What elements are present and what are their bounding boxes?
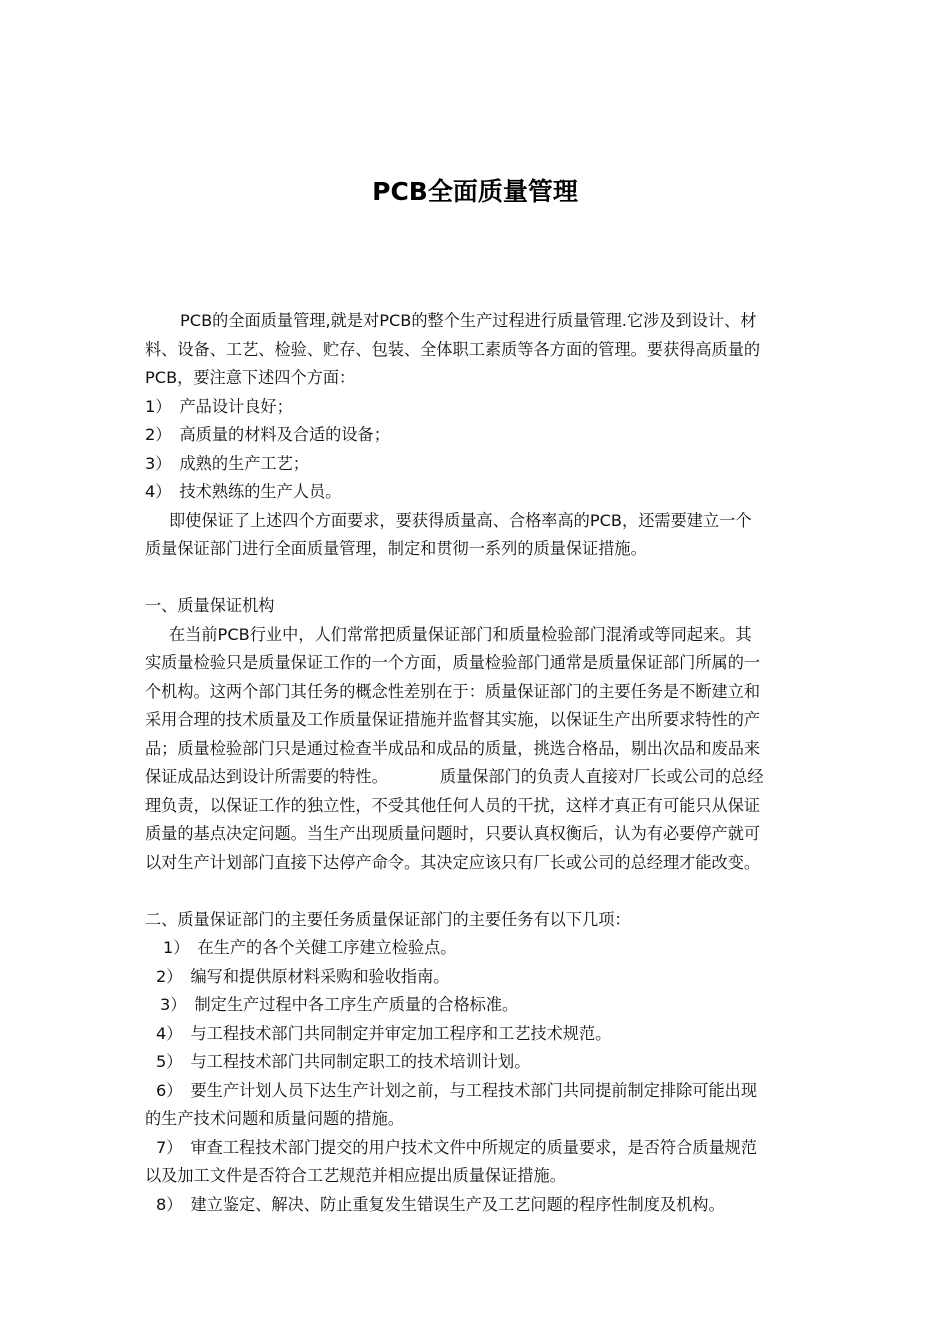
task-item [145, 934, 880, 963]
task-item [145, 991, 880, 1020]
section1-line: 在当前PCB行业中，人们常常把质量保证部门和质量检验部门混淆或等同起来。其 [169, 624, 752, 644]
task-number: 1） [163, 938, 190, 957]
aspect-text: 技术熟练的生产人员。 [179, 482, 342, 501]
section1-line: 实质量检验只是质量保证工作的一个方面，质量检验部门通常是质量保证部门所属的一 [145, 653, 761, 672]
intro-line: 料、设备、工艺、检验、贮存、包装、全体职工素质等各方面的管理。要获得高质量的 [145, 339, 761, 359]
task-text: 在生产的各个关健工序建立检验点。 [197, 938, 457, 957]
task-number: 4） [156, 1023, 183, 1043]
section1-text: 保证成品达到设计所需要的特性。 [145, 767, 388, 786]
intro-line: PCB的全面质量管理,就是对PCB的整个生产过程进行质量管理.它涉及到设计、材 [180, 311, 757, 330]
task-item [145, 1077, 880, 1106]
section1-line: 质量的基点决定问题。当生产出现质量问题时，只要认真权衡后，认为有必要停产就可 [145, 824, 761, 843]
section-heading: 二、质量保证部门的主要任务质量保证部门的主要任务有以下几项： [145, 909, 631, 929]
paragraph-spacer [145, 877, 880, 906]
task-item [145, 1134, 880, 1163]
summary-line: 质量保证部门进行全面质量管理，制定和贯彻一系列的质量保证措施。 [145, 539, 647, 558]
aspect-number: 3） [145, 453, 172, 473]
task-number: 8） [156, 1194, 183, 1214]
task-item [145, 963, 880, 992]
document-title: PCB全面质量管理 [372, 177, 578, 206]
task-number: 3） [160, 995, 187, 1014]
aspect-number: 4） [145, 482, 172, 501]
document-body [145, 307, 880, 1219]
task-number: 7） [156, 1137, 183, 1157]
aspect-item [145, 421, 880, 450]
intro-line: PCB，要注意下述四个方面： [145, 368, 356, 387]
section1-line: 个机构。这两个部门其任务的概念性差别在于：质量保证部门的主要任务是不断建立和 [145, 681, 761, 701]
section1-line: 以对生产计划部门直接下达停产命令。其决定应该只有厂长或公司的总经理才能改变。 [145, 852, 761, 872]
section1-line: 采用合理的技术质量及工作质量保证措施并监督其实施，以保证生产出所要求特性的产 [145, 710, 761, 729]
aspect-text: 成熟的生产工艺； [179, 453, 309, 473]
task-item [145, 1048, 880, 1077]
section1-line [145, 763, 880, 792]
section1-line: 理负责，以保证工作的独立性，不受其他任何人员的干扰，这样才真正有可能只从保证 [145, 795, 761, 815]
summary-line: 即使保证了上述四个方面要求，要获得质量高、合格率高的PCB，还需要建立一个 [169, 510, 752, 530]
task-text: 审查工程技术部门提交的用户技术文件中所规定的质量要求，是否符合质量规范 [190, 1137, 758, 1157]
task-continuation: 的生产技术问题和质量问题的措施。 [145, 1109, 404, 1128]
section1-line: 品；质量检验部门只是通过检查半成品和成品的质量，挑选合格品，剔出次品和废品来 [145, 738, 761, 758]
task-text: 编写和提供原材料采购和验收指南。 [190, 966, 450, 986]
aspect-text: 产品设计良好； [179, 396, 293, 416]
task-text: 与工程技术部门共同制定职工的技术培训计划。 [190, 1052, 531, 1071]
aspect-number: 1） [145, 396, 172, 416]
aspect-item [145, 450, 880, 479]
aspect-text: 高质量的材料及合适的设备； [179, 425, 390, 444]
task-text: 制定生产过程中各工序生产质量的合格标准。 [194, 995, 519, 1014]
task-number: 6） [156, 1080, 183, 1100]
aspect-number: 2） [145, 425, 172, 444]
task-text: 要生产计划人员下达生产计划之前，与工程技术部门共同提前制定排除可能出现 [190, 1080, 758, 1100]
aspect-item [145, 478, 880, 507]
task-item [145, 1020, 880, 1049]
task-continuation: 以及加工文件是否符合工艺规范并相应提出质量保证措施。 [145, 1166, 566, 1185]
task-item [145, 1191, 880, 1220]
task-text: 与工程技术部门共同制定并审定加工程序和工艺技术规范。 [190, 1023, 612, 1043]
section-heading: 一、质量保证机构 [145, 596, 275, 615]
section1-text: 质量保部门的负责人直接对厂长或公司的总经 [439, 767, 764, 786]
paragraph-spacer [145, 564, 880, 593]
task-number: 2） [156, 966, 183, 986]
task-number: 5） [156, 1052, 183, 1071]
aspect-item [145, 393, 880, 422]
task-text: 建立鉴定、解决、防止重复发生错误生产及工艺问题的程序性制度及机构。 [190, 1194, 725, 1214]
